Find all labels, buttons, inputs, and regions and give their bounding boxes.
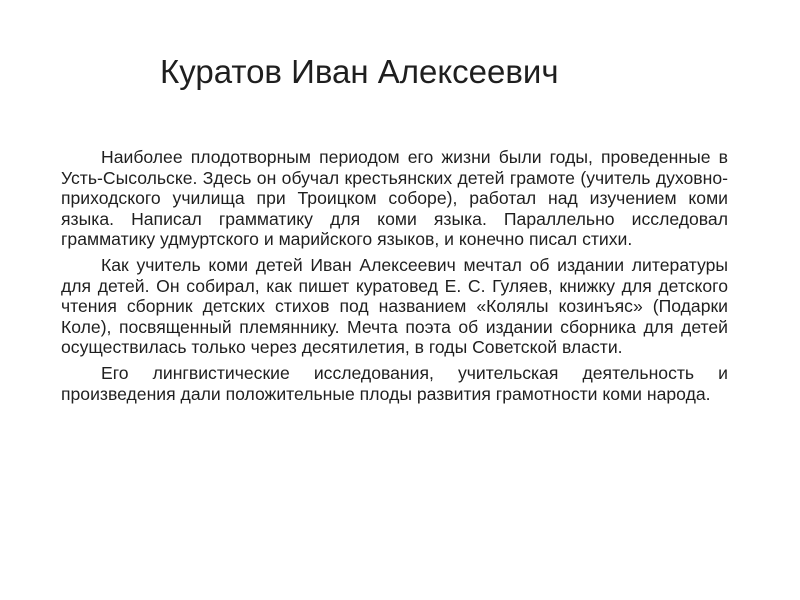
paragraph-1: Наиболее плодотворным периодом его жизни были годы, проведенные в Усть-Сысольске. Здесь он обучал крестьянских детей грамоте (учитель духовно-приходского училища при Троицком соборе), работал над изучением коми языка. Написал грамматику для коми языка. Параллельно исследовал грамматику удмуртского и марийского языков, и конечно писал стихи. [61, 147, 728, 250]
paragraph-2: Как учитель коми детей Иван Алексеевич мечтал об издании литературы для детей. Он собирал, как пишет куратовед Е. С. Гуляев, книжку для детского чтения сборник детских стихов под названием «Колялы козинъяс» (Подарки Коле), посвященный племяннику. Мечта поэта об издании сборника для детей осуществилась только через десятилетия, в годы Советской власти. [61, 254, 728, 358]
slide-title: Куратов Иван Алексеевич [160, 53, 559, 90]
paragraph-3: Его лингвистические исследования, учительская деятельность и произведения дали положительные плоды развития грамотности коми народа. [61, 362, 728, 404]
slide-body [61, 147, 728, 409]
